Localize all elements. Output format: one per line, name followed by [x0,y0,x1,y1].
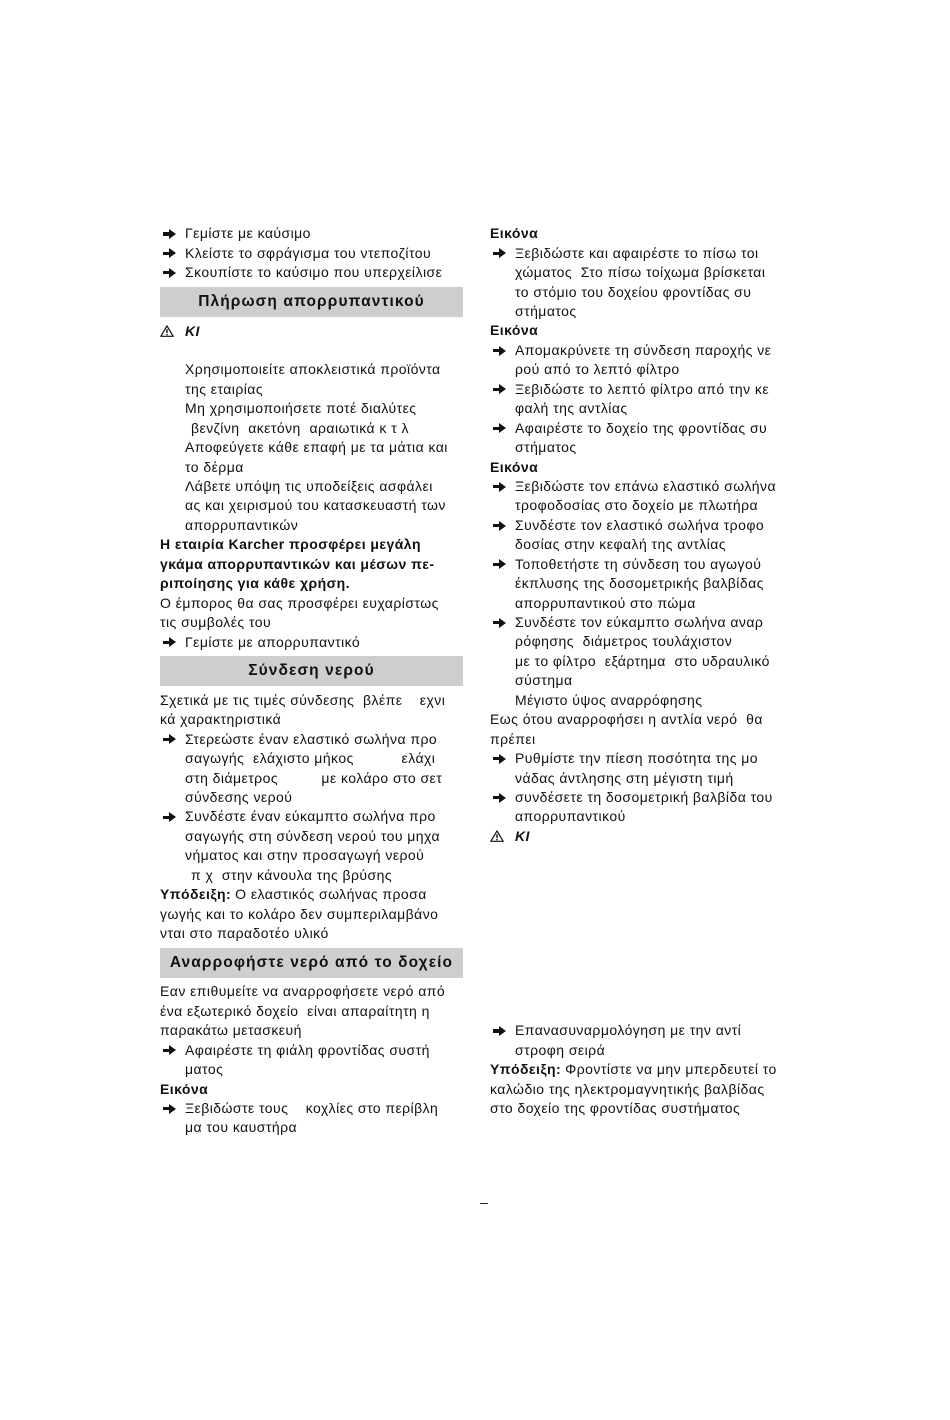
arrow-right-icon [493,618,506,628]
arrow-right-icon [493,482,506,492]
arrow-right-icon [163,812,176,822]
step-text: Συνδέστε έναν εύκαμπτο σωλήνα προ [185,808,436,825]
caution-text-line: το δέρμα [185,458,244,475]
step-close-tank-cap [160,244,470,263]
step-text: Ξεβιδώστε τον επάνω ελαστικό σωλήνα [515,477,776,494]
step-text: στήματος [515,303,577,320]
step-text: Συνδέστε τον ελαστικό σωλήνα τροφο [515,516,765,533]
water-intro-line: κά χαρακτηριστικά [160,711,282,728]
priming-text-line: πρέπει [490,730,536,747]
figure-label: Εικόνα [490,225,539,242]
note-line: καλώδιο της ηλεκτρομαγνητικής βαλβίδας [490,1080,765,1097]
product-range-line: γκάμα απορρυπαντικών και μέσων πε- [160,555,435,572]
arrow-right-icon [163,229,176,239]
section-heading: Αναρροφήστε νερό από το δοχείο [160,948,463,978]
step-text: σύνδεσης νερού [185,789,293,806]
suction-intro-line: παρακάτω μετασκευή [160,1022,302,1039]
step-text: φαλή της αντλίας [515,400,628,417]
step-text: Ξεβιδώστε το λεπτό φίλτρο από την κε [515,380,770,397]
step-connect-suction-hose [490,613,810,710]
caution-row [490,827,810,846]
figure-label: Εικόνα [490,322,539,339]
step-text: ρόφησης διάμετρος τουλάχιστον [515,633,733,650]
step-text: απορρυπαντικού [515,808,626,825]
step-text: Ρυθμίστε την πίεση ποσότητα της μο [515,750,759,767]
arrow-right-icon [163,1045,176,1055]
step-set-max-pressure [490,749,810,788]
step-text: π χ στην κάνουλα της βρύσης [191,866,393,883]
step-text: Τοποθετήστε τη σύνδεση του αγωγού [515,555,762,572]
step-text: σαγωγής ελάχιστο μήκος ελάχι [185,750,436,767]
step-text: σαγωγής στη σύνδεση νερού του μηχα [185,827,441,844]
caution-text-line: βενζίνη ακετόνη αραιωτικά κ τ λ [191,419,409,436]
step-text: νάδας άντλησης στη μέγιστη τιμή [515,769,734,786]
step-text: νήματος και στην προσαγωγή νερού [185,847,425,864]
step-text: Ξεβιδώστε και αφαιρέστε το πίσω τοι [515,244,759,261]
step-fill-fuel [160,224,470,243]
step-remove-rear-wall [490,244,810,322]
step-text: απορρυπαντικού στο πώμα [515,594,696,611]
step-text: δοσίας στην κεφαλή της αντλίας [515,536,727,553]
right-column [490,224,810,1118]
note-label: Υπόδειξη: [160,886,232,903]
note-line: γωγής και το κολάρο δεν συμπεριλαμβάνο [160,905,439,922]
figure-label: Εικόνα [490,458,539,475]
caution-text-line: της εταιρίας [185,380,264,397]
step-text: Επανασυναρμολόγηση με την αντί [515,1022,742,1039]
section-heading: Πλήρωση απορρυπαντικού [160,287,463,317]
step-unscrew-burner-screws [160,1099,470,1138]
suction-intro-line: ένα εξωτερικό δοχείο είναι απαραίτητη η [160,1002,430,1019]
section-detergent-header [160,283,470,322]
step-place-flush-line [490,555,810,613]
warning-icon [490,830,504,842]
step-fill-detergent [160,633,470,652]
caution-text-line: ας και χειρισμού του κατασκευαστή των [185,497,446,514]
step-reassemble [490,1021,810,1060]
note-line: στο δοχείο της φροντίδας συστήματος [490,1100,741,1117]
note-line [490,1060,810,1079]
step-attach-supply-hose [160,730,470,808]
section-heading: Σύνδεση νερού [160,656,463,686]
arrow-right-icon [163,734,176,744]
arrow-right-icon [163,1104,176,1114]
arrow-right-icon [493,1026,506,1036]
step-text: Γεμίστε με καύσιμο [185,225,311,242]
step-text: με το φίλτρο εξάρτημα στο υδραυλικό [515,652,770,669]
step-connect-feed-hose [490,516,810,555]
step-wipe-spilled-fuel [160,263,470,282]
note-line [160,885,470,904]
step-connect-supply-hose [160,807,470,885]
step-remove-care-bottle [160,1041,470,1080]
arrow-right-icon [493,521,506,531]
caution-row [160,322,470,341]
arrow-right-icon [493,384,506,394]
step-text: έκπλυσης της δοσομετρικής βαλβίδας [515,575,764,592]
step-text: Απομακρύνετε τη σύνδεση παροχής νε [515,341,772,358]
product-range-line: ριποίησης για κάθε χρήση. [160,575,350,592]
step-text: Αφαιρέστε τη φιάλη φροντίδας συστή [185,1041,430,1058]
page-number-mark: – [480,1194,488,1210]
arrow-right-icon [493,248,506,258]
step-unscrew-fine-filter [490,380,810,419]
step-text: τροφοδοσίας στο δοχείο με πλωτήρα [515,497,759,514]
caution-text-line: απορρυπαντικών [185,516,299,533]
blank-area [490,846,810,1021]
caution-text-line: Λάβετε υπόψη τις υποδείξεις ασφάλει [185,478,433,494]
arrow-right-icon [493,754,506,764]
section-water-header [160,652,470,691]
step-remove-supply-connection [490,341,810,380]
dealer-line: Ο έμπορος θα σας προσφέρει ευχαρίστως [160,594,439,611]
step-text: μα του καυστήρα [185,1119,298,1136]
step-text: Μέγιστο ύψος αναρρόφησης [515,691,703,708]
step-text: ματος [185,1061,224,1078]
caution-text-line: Χρησιμοποιείτε αποκλειστικά προϊόντα [185,361,441,378]
figure-label: Εικόνα [160,1080,209,1097]
product-range-line: Η εταιρία Karcher προσφέρει μεγάλη [160,536,422,553]
step-remove-care-container [490,419,810,458]
step-text: Στερεώστε έναν ελαστικό σωλήνα προ [185,730,438,747]
note-text: Φροντίστε να μην μπερδευτεί το [565,1061,777,1078]
step-text: σύστημα [515,672,573,689]
arrow-right-icon [493,423,506,433]
step-text: Συνδέστε τον εύκαμπτο σωλήνα αναρ [515,614,764,631]
arrow-right-icon [493,793,506,803]
step-text: Γεμίστε με απορρυπαντικό [185,633,361,650]
step-text: το στόμιο του δοχείου φροντίδας συ [515,283,752,300]
section-suction-header [160,944,470,983]
note-line: νται στο παραδοτέο υλικό [160,925,329,942]
arrow-right-icon [163,248,176,258]
step-text: στήματος [515,439,577,456]
step-text: ρού από το λεπτό φίλτρο [515,361,680,378]
note-label: Υπόδειξη: [490,1061,562,1078]
left-column [160,224,470,1138]
arrow-right-icon [163,268,176,278]
caution-text-line: Αποφεύγετε κάθε επαφή με τα μάτια και [185,439,448,456]
warning-icon [160,325,174,337]
note-text: Ο ελαστικός σωλήνας προσα [235,886,427,903]
step-text: χώματος Στο πίσω τοίχωμα βρίσκεται [515,264,766,281]
arrow-right-icon [163,637,176,647]
arrow-right-icon [493,346,506,356]
caution-label: KI [185,322,200,339]
water-intro-line: Σχετικά με τις τιμές σύνδεσης βλέπε εχνι [160,691,446,708]
arrow-right-icon [493,559,506,569]
caution-text-line: Μη χρησιμοποιήσετε ποτέ διαλύτες [185,400,417,417]
step-text: Κλείστε το σφράγισμα του ντεποζίτου [185,244,432,261]
step-text: συνδέσετε τη δοσομετρική βαλβίδα του [515,788,773,805]
blank-line [160,341,470,360]
caution-label: KI [515,827,530,844]
dealer-line: τις συμβολές του [160,614,272,631]
step-text: στροφη σειρά [515,1041,606,1058]
priming-text-line: Εως ότου αναρροφήσει η αντλία νερό θα [490,711,763,728]
step-text: στη διάμετρος με κολάρο στο σετ [185,769,443,786]
step-text: Σκουπίστε το καύσιμο που υπερχείλισε [185,264,443,281]
step-text: Ξεβιδώστε τους κοχλίες στο περίβλη [185,1100,439,1117]
suction-intro-line: Εαν επιθυμείτε να αναρροφήσετε νερό από [160,983,446,1000]
step-unscrew-upper-hose [490,477,810,516]
step-connect-dosing-valve [490,788,810,827]
step-text: Αφαιρέστε το δοχείο της φροντίδας συ [515,419,768,436]
